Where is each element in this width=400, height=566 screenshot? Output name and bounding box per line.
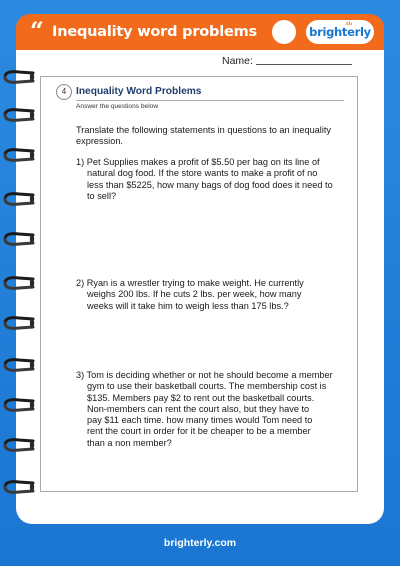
question-line: natural dog food. If the store wants to make a profit of no bbox=[87, 168, 318, 179]
question-line: less than $5225, how many bags of dog food does it need to bbox=[87, 179, 333, 190]
header-circle-icon bbox=[272, 20, 296, 44]
worksheet-subtitle: Answer the questions below bbox=[76, 103, 159, 110]
spiral-ring-icon bbox=[3, 276, 36, 290]
spiral-ring-icon bbox=[3, 358, 36, 372]
spiral-ring-icon bbox=[3, 316, 36, 330]
spiral-ring-icon bbox=[3, 398, 36, 412]
footer-url: brighterly.com bbox=[163, 537, 237, 549]
spiral-ring-icon bbox=[3, 192, 36, 206]
question-1 bbox=[76, 157, 346, 202]
spiral-ring-icon bbox=[3, 108, 36, 122]
spiral-ring-icon bbox=[3, 480, 36, 494]
question-line: weeks will it take him to weigh less than 175 lbs.? bbox=[87, 300, 289, 311]
question-line: 1) Pet Supplies makes a profit of $5.50 per bag on its line of bbox=[76, 157, 320, 167]
worksheet-title: Inequality Word Problems bbox=[76, 86, 202, 97]
spiral-ring-icon bbox=[3, 148, 36, 162]
question-line: 2) Ryan is a wrestler trying to make weight. He currently bbox=[76, 278, 304, 288]
name-answer-line bbox=[256, 64, 352, 65]
question-line: pay $11 each time. how many times would Tom need to bbox=[87, 415, 313, 426]
question-line: weighs 200 lbs. If he cuts 2 lbs. per week, how many bbox=[87, 289, 302, 300]
question-2 bbox=[76, 278, 346, 312]
question-line: $135. Members pay $2 to rent out the basketball courts. bbox=[87, 392, 315, 403]
question-line: than a non member? bbox=[87, 437, 172, 448]
quote-icon: “ bbox=[30, 16, 44, 45]
worksheet-header bbox=[16, 14, 384, 50]
logo-text: brighterly bbox=[309, 25, 371, 39]
brighterly-logo bbox=[306, 20, 374, 44]
instructions-line: expression. bbox=[76, 136, 123, 147]
spiral-ring-icon bbox=[3, 232, 36, 246]
logo-spark-icon bbox=[346, 21, 352, 26]
instructions-line: Translate the following statements in questions to an inequality bbox=[76, 125, 332, 135]
question-3 bbox=[76, 370, 348, 449]
instructions bbox=[76, 125, 346, 148]
question-line: Non-members can rent the court also, but they have to bbox=[87, 403, 310, 414]
worksheet-number-badge: 4 bbox=[56, 84, 72, 100]
question-line: gym to use their basketball courts. The membership cost is bbox=[87, 381, 327, 392]
name-label: Name: bbox=[222, 55, 253, 67]
question-line: to sell? bbox=[87, 190, 117, 201]
title-divider bbox=[76, 100, 344, 101]
spiral-ring-icon bbox=[3, 70, 36, 84]
header-title: Inequality word problems bbox=[52, 24, 257, 40]
question-line: rent the court in order for it be cheaper to be a member bbox=[87, 426, 311, 437]
question-line: 3) Tom is deciding whether or not he should become a member bbox=[76, 370, 333, 380]
spiral-ring-icon bbox=[3, 438, 36, 452]
